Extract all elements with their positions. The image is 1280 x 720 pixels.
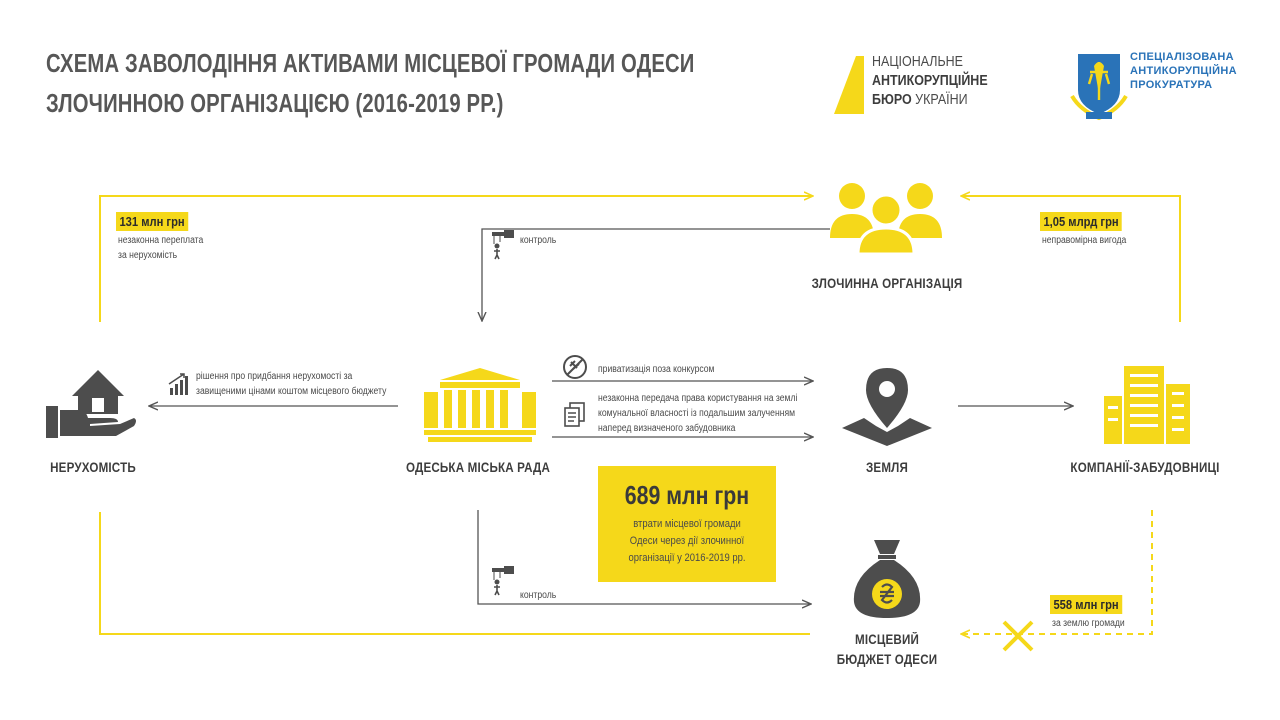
purchase-decision-note [196,369,386,399]
nabu-logo-text [872,53,988,110]
growth-chart-icon [168,372,190,396]
page-title-line1: СХЕМА ЗАВОЛОДІННЯ АКТИВАМИ МІСЦЕВОЇ ГРОМАДИ ОДЕСИ [46,48,695,78]
buildings-icon [1100,362,1192,444]
nabu-line2: АНТИКОРУПЦІЙНЕ [872,73,988,89]
puppet-control-icon-bottom [490,566,516,596]
money-bag-icon [852,538,922,618]
cross-mark-icon [1000,618,1036,654]
losses-box [598,466,776,582]
overpayment-flow-line [100,196,812,322]
purchase-decision-line1: рішення про придбання нерухомості за [196,371,353,382]
criminal-org-label: ЗЛОЧИННА ОРГАНІЗАЦІЯ [811,276,963,291]
overpayment-line1: незаконна переплата [118,235,204,246]
sap-logo-text [1130,50,1237,92]
land-transfer-line1: незаконна передача права користування на землі [598,393,798,404]
sap-line3: ПРОКУРАТУРА [1130,79,1213,91]
developers-label: КОМПАНІЇ-ЗАБУДОВНИЦІ [1070,460,1220,475]
land-payment-amount: 558 млн грн [1050,595,1122,614]
land-label: ЗЕМЛЯ [865,460,909,475]
no-auction-icon [562,354,588,380]
nabu-line1: НАЦІОНАЛЬНЕ [872,54,963,70]
sap-line2: АНТИКОРУПЦІЙНА [1130,65,1237,77]
losses-note [610,516,763,567]
sap-emblem-icon [1070,50,1128,122]
nabu-logo-icon [834,56,864,114]
overpayment-amount: 131 млн грн [116,212,188,231]
overpayment-line2: за нерухомість [118,250,178,261]
control-bottom-label: контроль [520,590,557,601]
city-council-label: ОДЕСЬКА МІСЬКА РАДА [405,460,551,475]
purchase-decision-line2: завищеними цінами коштом місцевого бюджету [196,386,387,397]
real-estate-label: НЕРУХОМІСТЬ [50,460,136,475]
puppet-control-icon [490,230,516,260]
land-payment-note: за землю громади [1052,618,1125,629]
losses-line2: Одеси через дії злочинної [629,535,745,547]
losses-amount: 689 млн грн [624,480,750,510]
losses-line3: організації у 2016-2019 рр. [628,552,746,564]
documents-icon [564,402,586,428]
privatization-label: приватизація поза конкурсом [598,364,715,375]
sap-line1: СПЕЦІАЛІЗОВАНА [1130,51,1234,63]
budget-label-line2: БЮДЖЕТ ОДЕСИ [836,652,938,667]
nabu-line3: БЮРО УКРАЇНИ [872,92,968,108]
page-title-line2: ЗЛОЧИННОЮ ОРГАНІЗАЦІЄЮ (2016-2019 РР.) [46,88,504,118]
city-hall-icon [424,368,536,444]
losses-line1: втрати місцевої громади [633,518,741,530]
benefit-amount: 1,05 млрд грн [1040,212,1122,231]
people-icon [826,180,946,254]
budget-label-line1: МІСЦЕВИЙ [855,632,919,647]
land-transfer-line2: комунальної власності із подальшим залученням [598,408,796,419]
benefit-note: неправомірна вигода [1042,235,1127,246]
overpayment-note [118,233,203,263]
map-pin-icon [842,366,932,446]
land-transfer-note [598,391,797,436]
control-top-label: контроль [520,235,557,246]
house-in-hand-icon [44,366,138,440]
land-transfer-line3: наперед визначеного забудовника [598,423,736,434]
